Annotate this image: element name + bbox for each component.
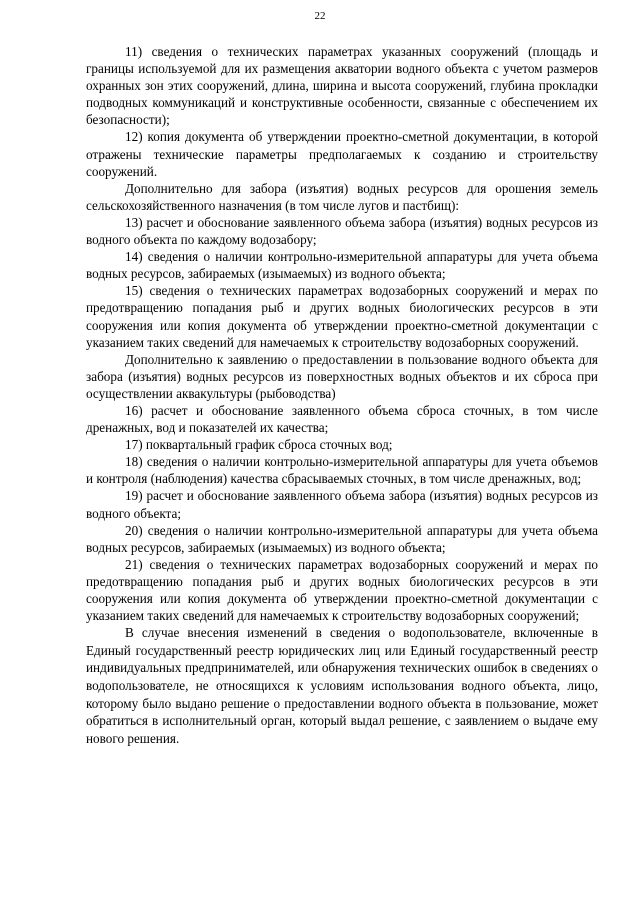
paragraph-item-19: 19) расчет и обоснование заявленного объема забора (изъятия) водных ресурсов из водного объекта; [86,488,598,521]
paragraph-item-16: 16) расчет и обоснование заявленного объема сброса сточных, в том числе дренажных, вод и показателей их качества; [86,402,598,436]
paragraph-item-14: 14) сведения о наличии контрольно-измерительной аппаратуры для учета объема водных ресурсов, забираемых (изымаемых) из водного объекта; [86,249,598,282]
paragraph-irrigation-intro: Дополнительно для забора (изъятия) водных ресурсов для орошения земель сельскохозяйственного назначения (в том числе лугов и пастбищ): [86,180,598,213]
paragraph-item-13: 13) расчет и обоснование заявленного объема забора (изъятия) водных ресурсов из водного объекта по каждому водозабору; [86,214,598,248]
paragraph-aquaculture-intro: Дополнительно к заявлению о предоставлении в пользование водного объекта для забора (изъятия) водных ресурсов из поверхностных водных объектов и их сброса при осуществлении аквакультуры (рыбоводства) [86,351,598,401]
page-number: 22 [314,10,326,22]
paragraph-changes-clause: В случае внесения изменений в сведения о водопользователе, включенные в Единый государственный реестр юридических лиц или Единый государственный реестр индивидуальных предпринимателей, или обнаружения технических ошибок в сведениях о водопользователе, не относящихся к условиям использования водного объекта, лицо, которому было выдано решение о предоставлении водного объекта в пользование, может обратиться в исполнительный орган, который выдал решение, с заявлением о выдаче ему нового решения. [86,625,598,746]
paragraph-item-17: 17) поквартальный график сброса сточных вод; [125,437,393,453]
document-body [86,43,598,747]
paragraph-item-18: 18) сведения о наличии контрольно-измерительной аппаратуры для учета объемов и контроля (наблюдения) качества сбрасываемых сточных, в том числе дренажных, вод; [86,454,598,487]
paragraph-item-12: 12) копия документа об утверждении проектно-сметной документации, в которой отражены технические параметры предполагаемых к созданию и строительству сооружений. [86,129,598,179]
paragraph-item-15: 15) сведения о технических параметрах водозаборных сооружений и мерах по предотвращению попадания рыб и других водных биологических ресурсов в эти сооружения или копия документа об утверждении проектно-сметной документации с указанием таких сведений для намечаемых к строительству водозаборных сооружений. [86,283,598,350]
paragraph-item-11: 11) сведения о технических параметрах указанных сооружений (площадь и границы используемой для их размещения акватории водного объекта с учетом размеров охранных зон этих сооружений, длина, ширина и высота сооружений, глубина прокладки подводных коммуникаций и конструктивные особенности, связанные с обеспечением их безопасности); [86,44,598,128]
paragraph-item-20: 20) сведения о наличии контрольно-измерительной аппаратуры для учета объема водных ресурсов, забираемых (изымаемых) из водного объекта; [86,522,598,555]
paragraph-item-21: 21) сведения о технических параметрах водозаборных сооружений и мерах по предотвращению попадания рыб и других водных биологических ресурсов в эти сооружения или копия документа об утверждении проектно-сметной документации с указанием таких сведений для намечаемых к строительству водозаборных сооружений; [86,556,598,624]
